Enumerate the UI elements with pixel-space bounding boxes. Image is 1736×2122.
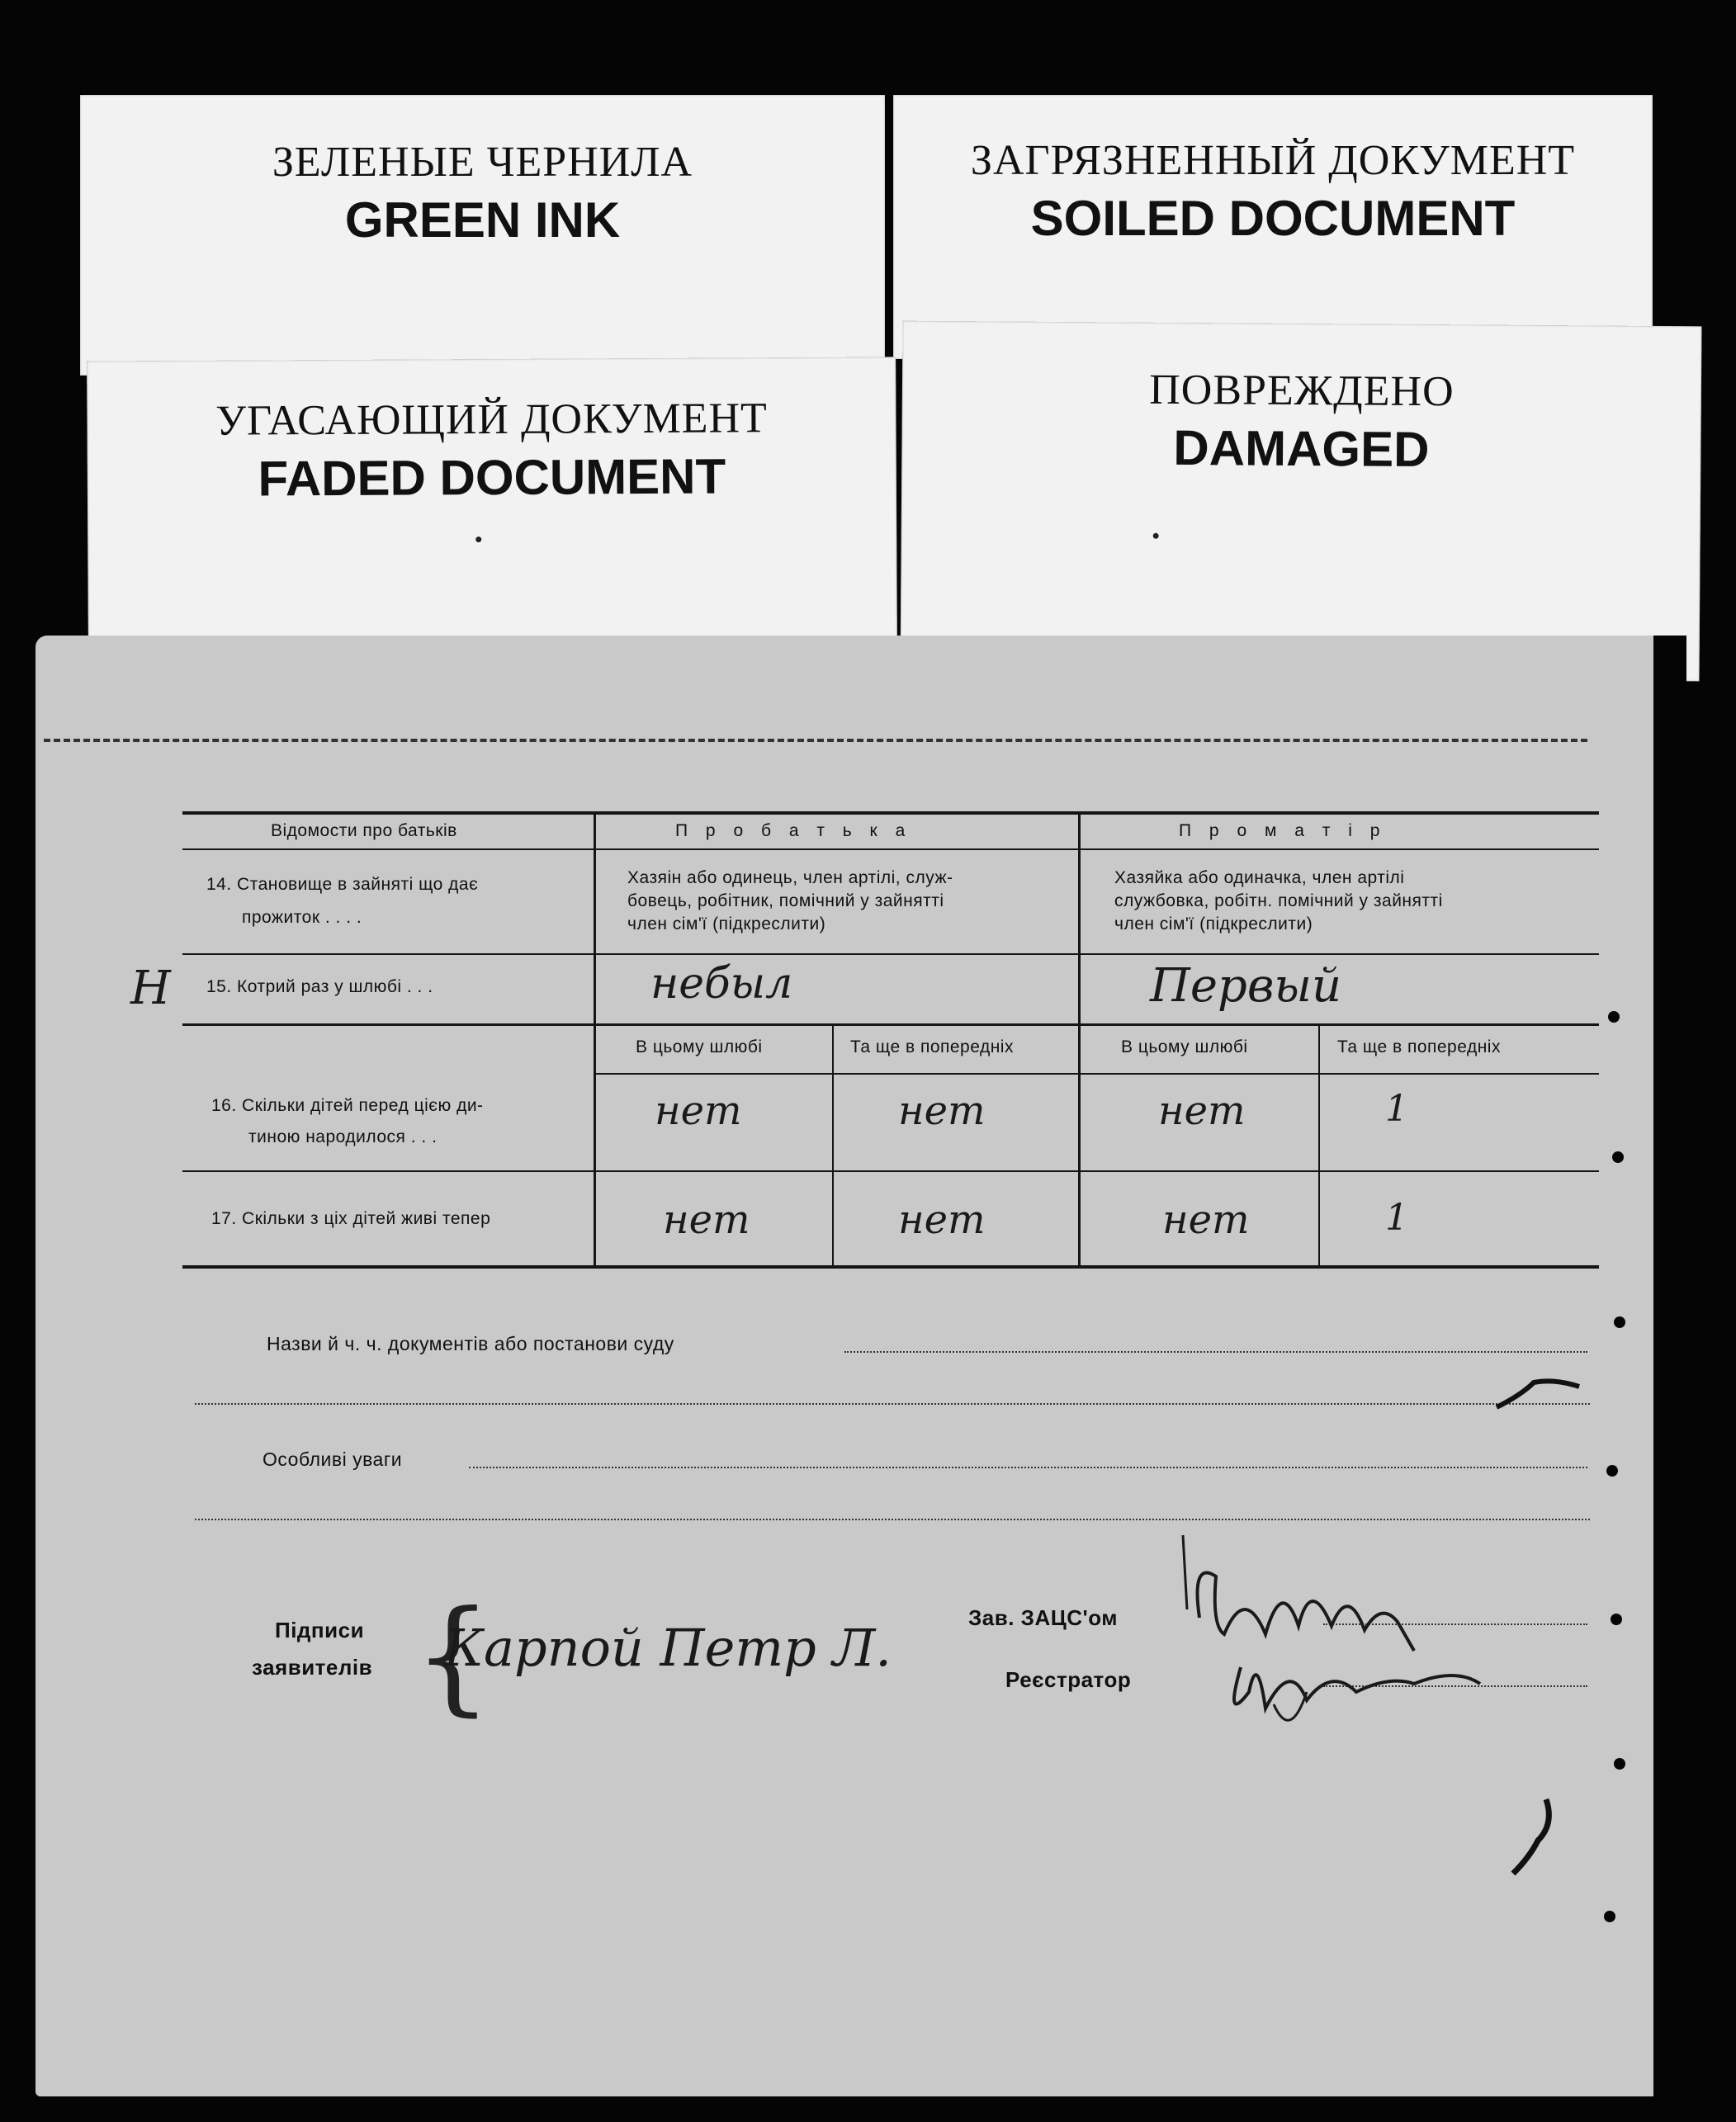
applicant-signature: Карпой Петр Л. (444, 1618, 892, 1678)
speck (1153, 533, 1159, 539)
row16-label-cont: тиною народилося . . . (248, 1127, 438, 1146)
head-label: Зав. ЗАЦС'ом (968, 1605, 1118, 1630)
table-top-border (182, 811, 1599, 815)
sub-header-mother-this: В цьому шлюбі (1121, 1037, 1248, 1056)
faded-document-note (87, 357, 897, 641)
row15-father-value: небыл (650, 959, 793, 1009)
remarks-fill-line-2 (195, 1519, 1590, 1520)
damaged-en: DAMAGED (1173, 419, 1430, 478)
remarks-label: Особливі уваги (263, 1449, 403, 1470)
sub-header-father-prev: Та ще в попередніх (850, 1037, 1014, 1056)
margin-mark: Н (130, 962, 171, 1015)
hole (1614, 1758, 1625, 1770)
faded-ru: УГАСАЮЩИЙ ДОКУМЕНТ (215, 395, 768, 445)
tear-mark (1497, 1791, 1587, 1890)
registrar-label: Реєстратор (1005, 1667, 1132, 1692)
faded-en: FADED DOCUMENT (258, 448, 726, 507)
table-col-divider (1078, 811, 1081, 1269)
soiled-en: SOILED DOCUMENT (1030, 191, 1516, 246)
row17-label: 17. Скільки з ціх дітей живі тепер (211, 1209, 491, 1228)
hole (1608, 1011, 1620, 1023)
hole (1606, 1465, 1618, 1477)
sub-header-father-this: В цьому шлюбі (636, 1037, 763, 1056)
signatures-brace: { (414, 1585, 493, 1728)
official-signature (1166, 1527, 1546, 1775)
row16-father-this: нет (655, 1088, 742, 1134)
row15-label: 15. Котрий раз у шлюбі . . . (206, 977, 433, 996)
table-bottom-border (182, 1265, 1599, 1269)
row14-father-line3: член сім'ї (підкреслити) (627, 914, 826, 933)
tear-mark (1488, 1362, 1587, 1420)
soiled-document-note (893, 95, 1653, 359)
soiled-ru: ЗАГРЯЗНЕННЫЙ ДОКУМЕНТ (970, 137, 1576, 184)
table-rule (182, 1170, 1599, 1172)
row16-label: 16. Скільки дітей перед цією ди- (211, 1096, 484, 1115)
row17-father-this: нет (663, 1197, 750, 1243)
hole (1614, 1316, 1625, 1328)
green-ink-ru: ЗЕЛЕНЫЕ ЧЕРНИЛА (272, 139, 693, 186)
hole (1612, 1151, 1624, 1163)
header-father: П р о б а т ь к а (675, 821, 912, 840)
header-info: Відомости про батьків (271, 821, 457, 840)
damaged-right-edge (1653, 636, 1686, 2096)
table-rule (595, 1073, 1599, 1075)
row15-mother-value: Первый (1150, 959, 1342, 1013)
row17-mother-this: нет (1162, 1197, 1250, 1243)
damaged-note (901, 321, 1702, 682)
row14-label: 14. Становище в зайняті що дає (206, 875, 479, 894)
table-rule (182, 848, 1599, 850)
damaged-ru: ПОВРЕЖДЕНО (1149, 366, 1455, 416)
speck (475, 536, 481, 542)
row14-label-cont: прожиток . . . . (242, 908, 362, 927)
table-rule (182, 953, 1599, 955)
sub-header-mother-prev: Та ще в попередніх (1337, 1037, 1501, 1056)
header-mother: П р о м а т і р (1179, 821, 1387, 840)
signatures-label-cont: заявителів (252, 1655, 373, 1680)
table-col-divider (1318, 1023, 1320, 1269)
hole (1604, 1911, 1615, 1922)
documents-fill-line-2 (195, 1403, 1590, 1405)
registry-form (35, 636, 1680, 2096)
row14-mother-line2: службовка, робітн. помічний у зайнятті (1114, 891, 1443, 910)
row14-mother-line1: Хазяйка або одиначка, член артілі (1114, 868, 1405, 887)
row16-mother-prev: 1 (1385, 1088, 1408, 1130)
remarks-fill-line (469, 1467, 1587, 1468)
row17-father-prev: нет (898, 1197, 986, 1243)
documents-fill-line (844, 1351, 1587, 1353)
row14-father-line2: бовець, робітник, помічний у зайнятті (627, 891, 944, 910)
row14-mother-line3: член сім'ї (підкреслити) (1114, 914, 1313, 933)
perforation-line (44, 739, 1587, 742)
hole (1611, 1614, 1622, 1625)
table-rule (182, 1023, 1599, 1026)
green-ink-note (80, 95, 885, 376)
documents-label: Назви й ч. ч. документів або постанови суду (267, 1333, 674, 1354)
row16-father-prev: нет (898, 1088, 986, 1134)
table-col-divider (832, 1023, 834, 1269)
row17-mother-prev: 1 (1385, 1197, 1408, 1239)
signatures-label: Підписи (275, 1618, 365, 1642)
row14-father-line1: Хазяін або одинець, член артілі, служ- (627, 868, 953, 887)
green-ink-en: GREEN INK (344, 192, 621, 248)
table-col-divider (594, 811, 596, 1269)
row16-mother-this: нет (1158, 1088, 1246, 1134)
